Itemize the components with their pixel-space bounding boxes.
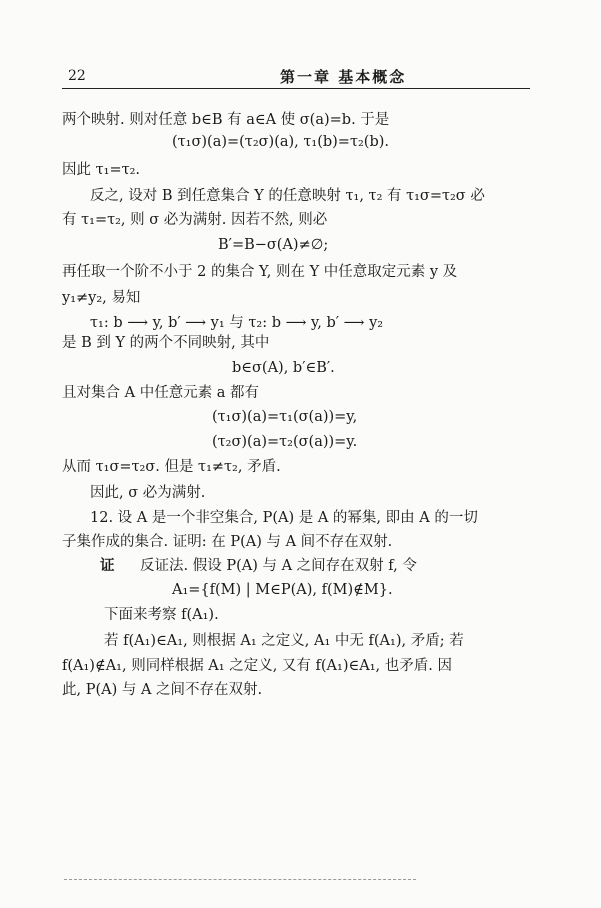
formula-line: (τ₁σ)(a)=τ₁(σ(a))=y, xyxy=(212,409,358,425)
text-line: 因此, σ 必为满射. xyxy=(90,485,206,501)
footer-divider xyxy=(64,879,416,880)
problem-line: 12. 设 A 是一个非空集合, P(A) 是 A 的幂集, 即由 A 的一切 xyxy=(90,510,478,526)
text-line: 下面来考察 f(A₁). xyxy=(104,607,219,623)
text-line: 反证法. 假设 P(A) 与 A 之间存在双射 f, 令 xyxy=(140,558,417,574)
text-line: 若 f(A₁)∈A₁, 则根据 A₁ 之定义, A₁ 中无 f(A₁), 矛盾; 若 xyxy=(104,633,464,649)
formula-line: (τ₁σ)(a)=(τ₂σ)(a), τ₁(b)=τ₂(b). xyxy=(172,134,389,150)
text-line: 有 τ₁=τ₂, 则 σ 必为满射. 因若不然, 则必 xyxy=(62,212,328,228)
text-line: 子集作成的集合. 证明: 在 P(A) 与 A 间不存在双射. xyxy=(62,534,393,550)
text-line: 反之, 设对 B 到任意集合 Y 的任意映射 τ₁, τ₂ 有 τ₁σ=τ₂σ 必 xyxy=(90,188,485,204)
proof-label: 证 xyxy=(100,557,115,574)
formula-line: b∈σ(A), b′∈B′. xyxy=(232,360,335,376)
text-line: 从而 τ₁σ=τ₂σ. 但是 τ₁≠τ₂, 矛盾. xyxy=(62,459,281,475)
text-line: 再任取一个阶不小于 2 的集合 Y, 则在 Y 中任意取定元素 y 及 xyxy=(62,264,458,280)
page-header xyxy=(62,62,530,89)
page-number: 22 xyxy=(68,68,86,84)
text-line: 此, P(A) 与 A 之间不存在双射. xyxy=(62,682,263,698)
text-line: 且对集合 A 中任意元素 a 都有 xyxy=(62,385,260,401)
formula-line: A₁={f(M) | M∈P(A), f(M)∉M}. xyxy=(172,582,393,598)
text-line: 两个映射. 则对任意 b∈B 有 a∈A 使 σ(a)=b. 于是 xyxy=(62,112,390,128)
text-line: f(A₁)∉A₁, 则同样根据 A₁ 之定义, 又有 f(A₁)∈A₁, 也矛盾. 因 xyxy=(62,658,452,674)
chapter-title: 第一章 基本概念 xyxy=(280,68,407,86)
text-line: 因此 τ₁=τ₂. xyxy=(62,162,141,178)
formula-line: B′=B−σ(A)≠∅; xyxy=(218,237,329,253)
formula-line: (τ₂σ)(a)=τ₂(σ(a))=y. xyxy=(212,434,358,450)
text-line: 是 B 到 Y 的两个不同映射, 其中 xyxy=(62,335,270,351)
text-line: y₁≠y₂, 易知 xyxy=(62,290,141,306)
formula-line: τ₁: b ⟶ y, b′ ⟶ y₁ 与 τ₂: b ⟶ y, b′ ⟶ y₂ xyxy=(90,315,384,331)
